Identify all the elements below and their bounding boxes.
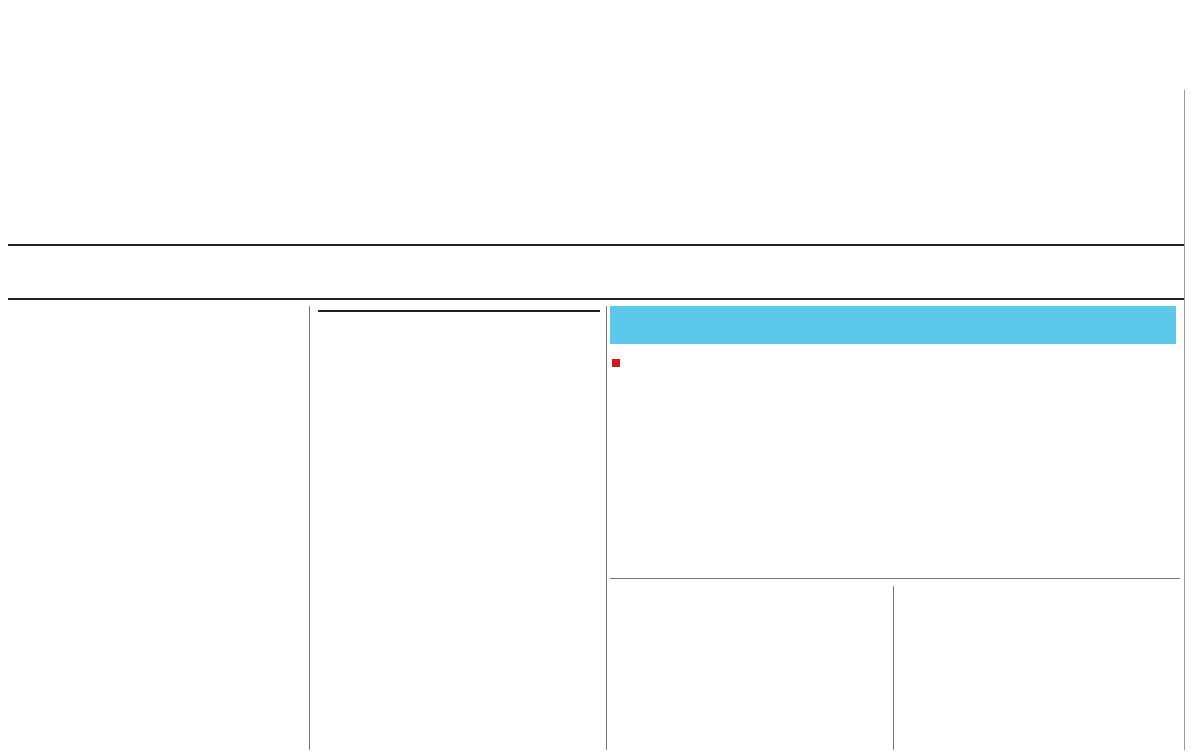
headline (10, 18, 1182, 96)
box-story (612, 352, 1178, 374)
column-divider (606, 306, 607, 750)
bullet-icon (612, 359, 620, 367)
box-bottom-rule (610, 578, 1180, 579)
pull-quote-heading (318, 306, 600, 312)
box-paragraph (612, 352, 1178, 374)
page-edge-rule (1184, 90, 1185, 750)
column-divider (309, 306, 310, 750)
sub-rule (8, 298, 1184, 300)
box-banner (610, 306, 1176, 344)
column-divider (893, 586, 894, 750)
top-rule (8, 244, 1184, 246)
